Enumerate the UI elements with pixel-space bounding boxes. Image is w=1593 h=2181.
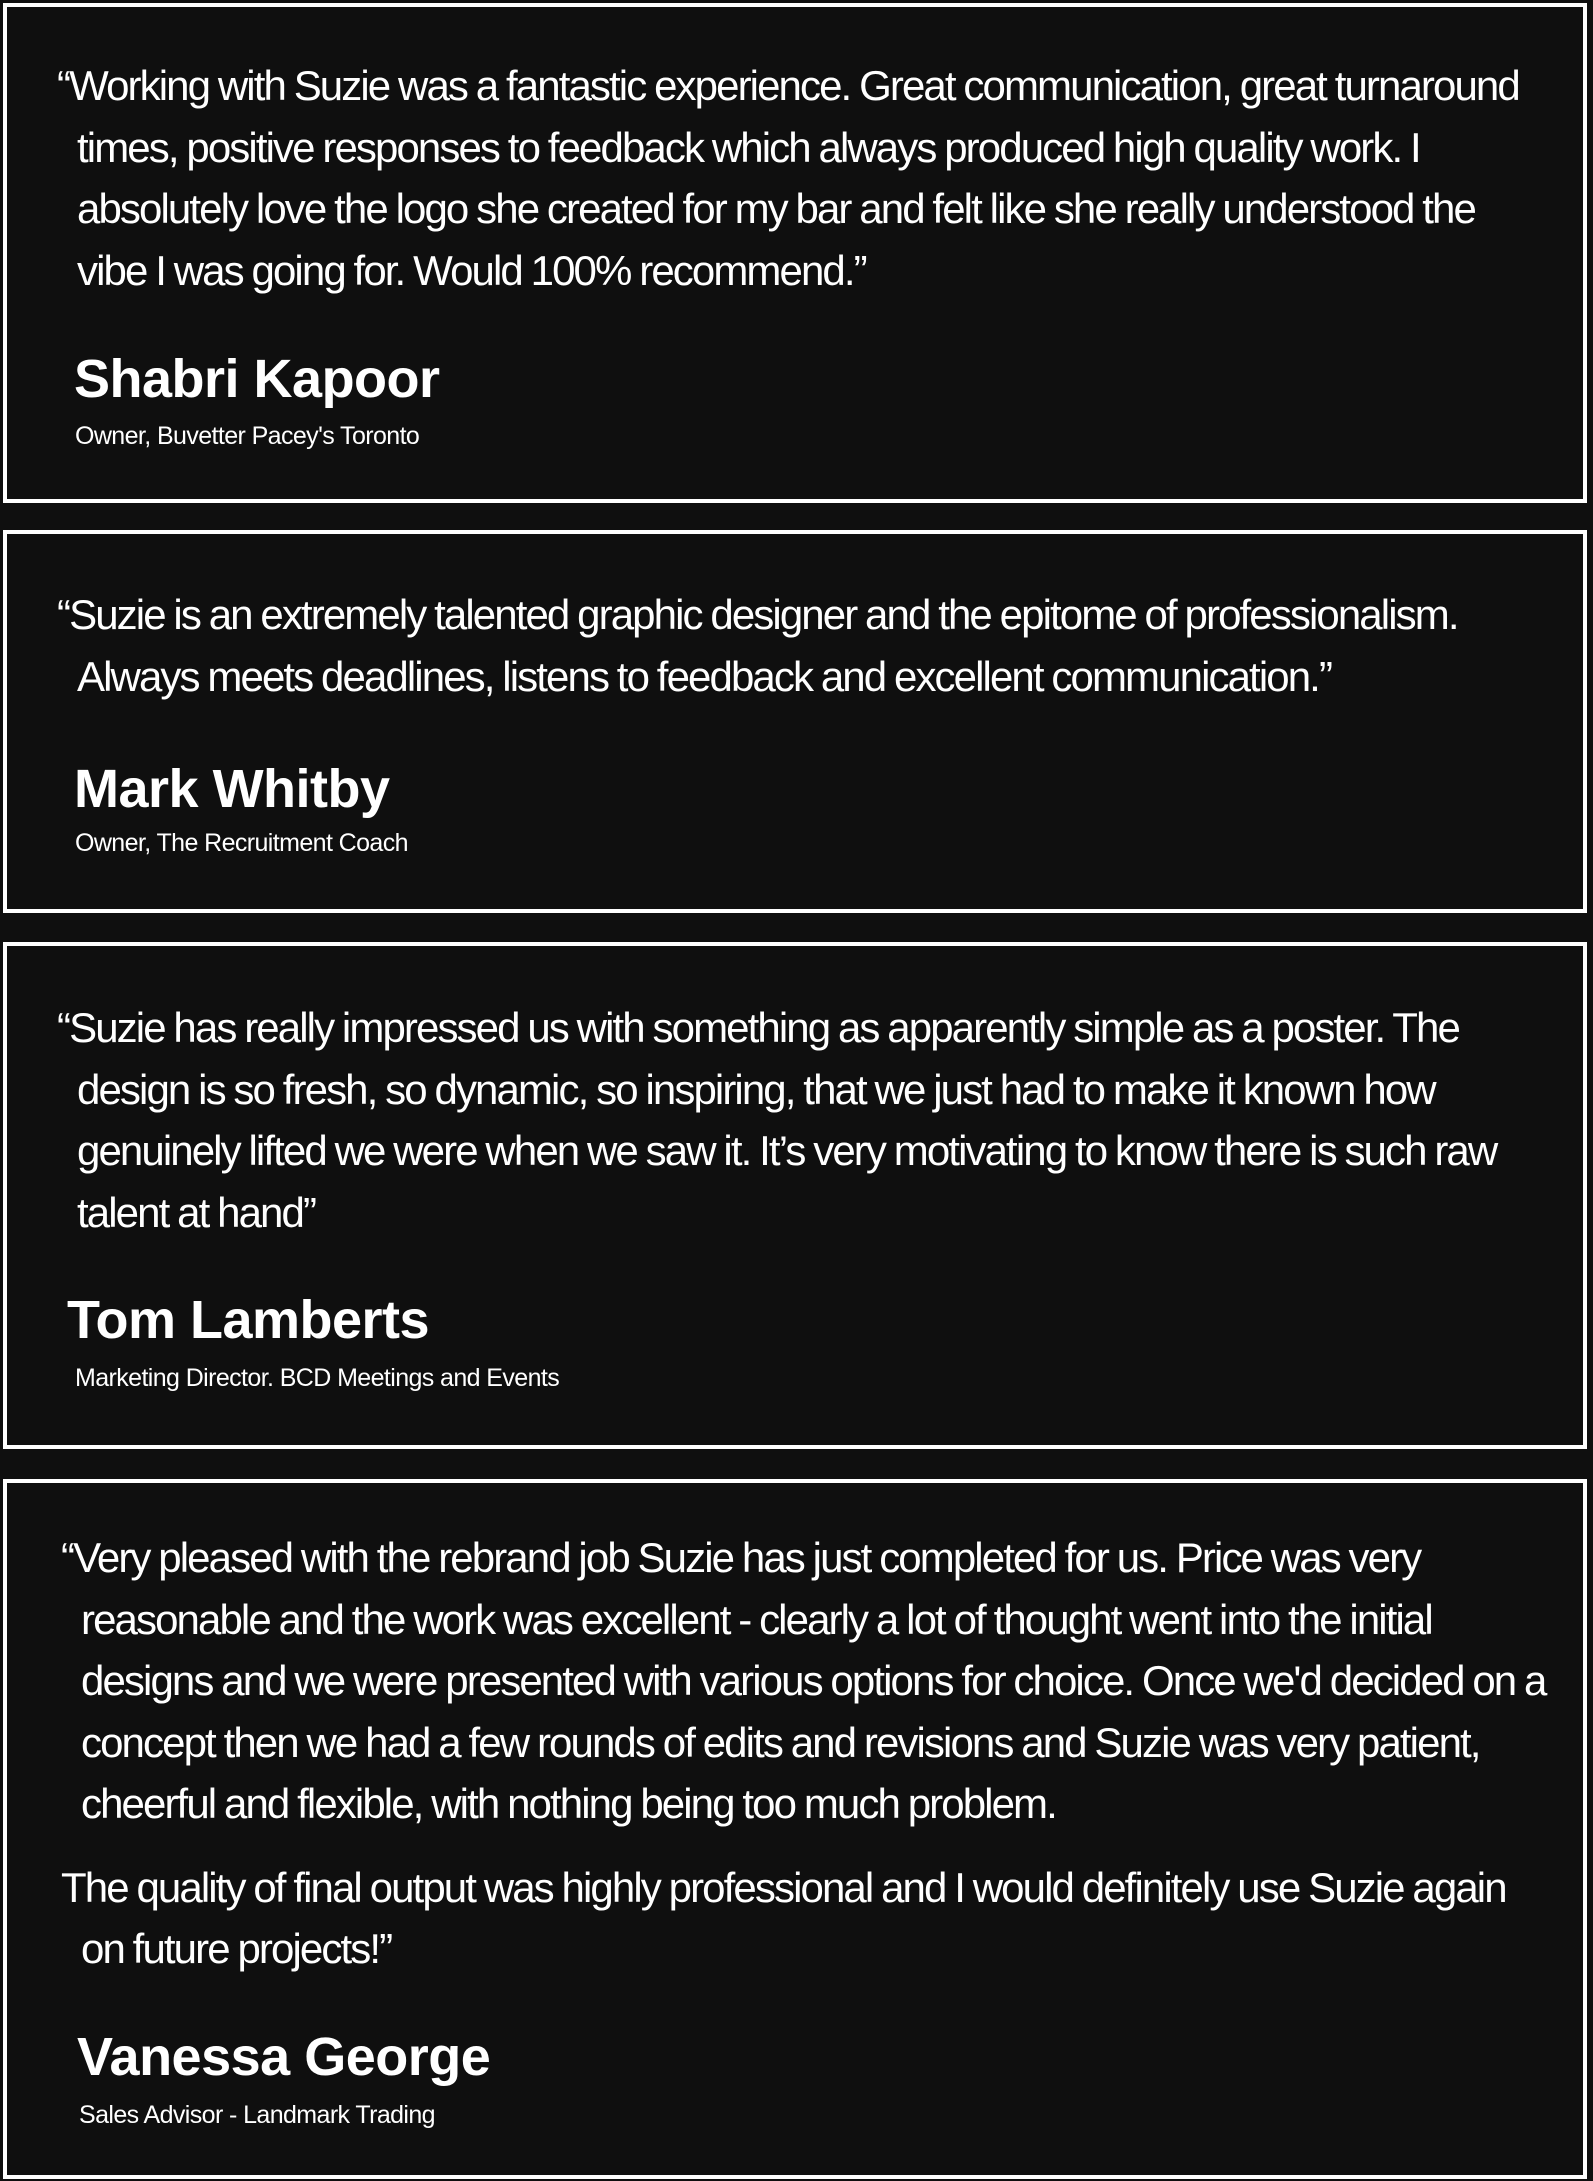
quote-paragraph: “Very pleased with the rebrand job Suzie has just completed for us. Price was very reasonable and the work was excellent - clearly a lot of thought went into the initial designs and we were presented with various options for choice. Once we'd decided on a concept then we had a few rounds of edits and revisions and Suzie was very patient, cheerful and flexible, with nothing being too much problem. (61, 1534, 1546, 1827)
testimonial-card (3, 942, 1587, 1449)
testimonial-author-name: Vanessa George (77, 2027, 491, 2087)
testimonial-card (3, 530, 1587, 913)
quote-paragraph: “Suzie has really impressed us with something as apparently simple as a poster. The design is so fresh, so dynamic, so inspiring, that we just had to make it known how genuinely lifted we were when we saw it. It’s very motivating to know there is such raw talent at hand” (57, 1004, 1497, 1236)
testimonial-card (3, 3, 1587, 503)
testimonial-quote (57, 55, 1553, 301)
testimonial-author-role: Sales Advisor - Landmark Trading (79, 2101, 435, 2129)
testimonial-author-name: Shabri Kapoor (74, 349, 440, 409)
quote-paragraph: “Working with Suzie was a fantastic experience. Great communication, great turnaround times, positive responses to feedback which always produced high quality work. I absolutely love the logo she created for my bar and felt like she really understood the vibe I was going for. Would 100% recommend.” (57, 62, 1519, 294)
testimonial-quote (57, 997, 1553, 1243)
testimonial-author-name: Tom Lamberts (67, 1290, 430, 1350)
testimonial-author-role: Owner, The Recruitment Coach (75, 829, 408, 857)
testimonial-quote (57, 584, 1553, 707)
testimonial-card (3, 1479, 1587, 2179)
testimonial-quote (61, 1527, 1553, 1980)
quote-paragraph: The quality of final output was highly professional and I would definitely use Suzie again on future projects!” (61, 1863, 1506, 1972)
quote-paragraph: “Suzie is an extremely talented graphic designer and the epitome of professionalism. Always meets deadlines, listens to feedback and excellent communication.” (57, 591, 1458, 700)
testimonial-author-role: Owner, Buvetter Pacey's Toronto (75, 422, 420, 450)
testimonial-author-name: Mark Whitby (74, 759, 390, 819)
testimonial-author-role: Marketing Director. BCD Meetings and Events (75, 1364, 560, 1392)
